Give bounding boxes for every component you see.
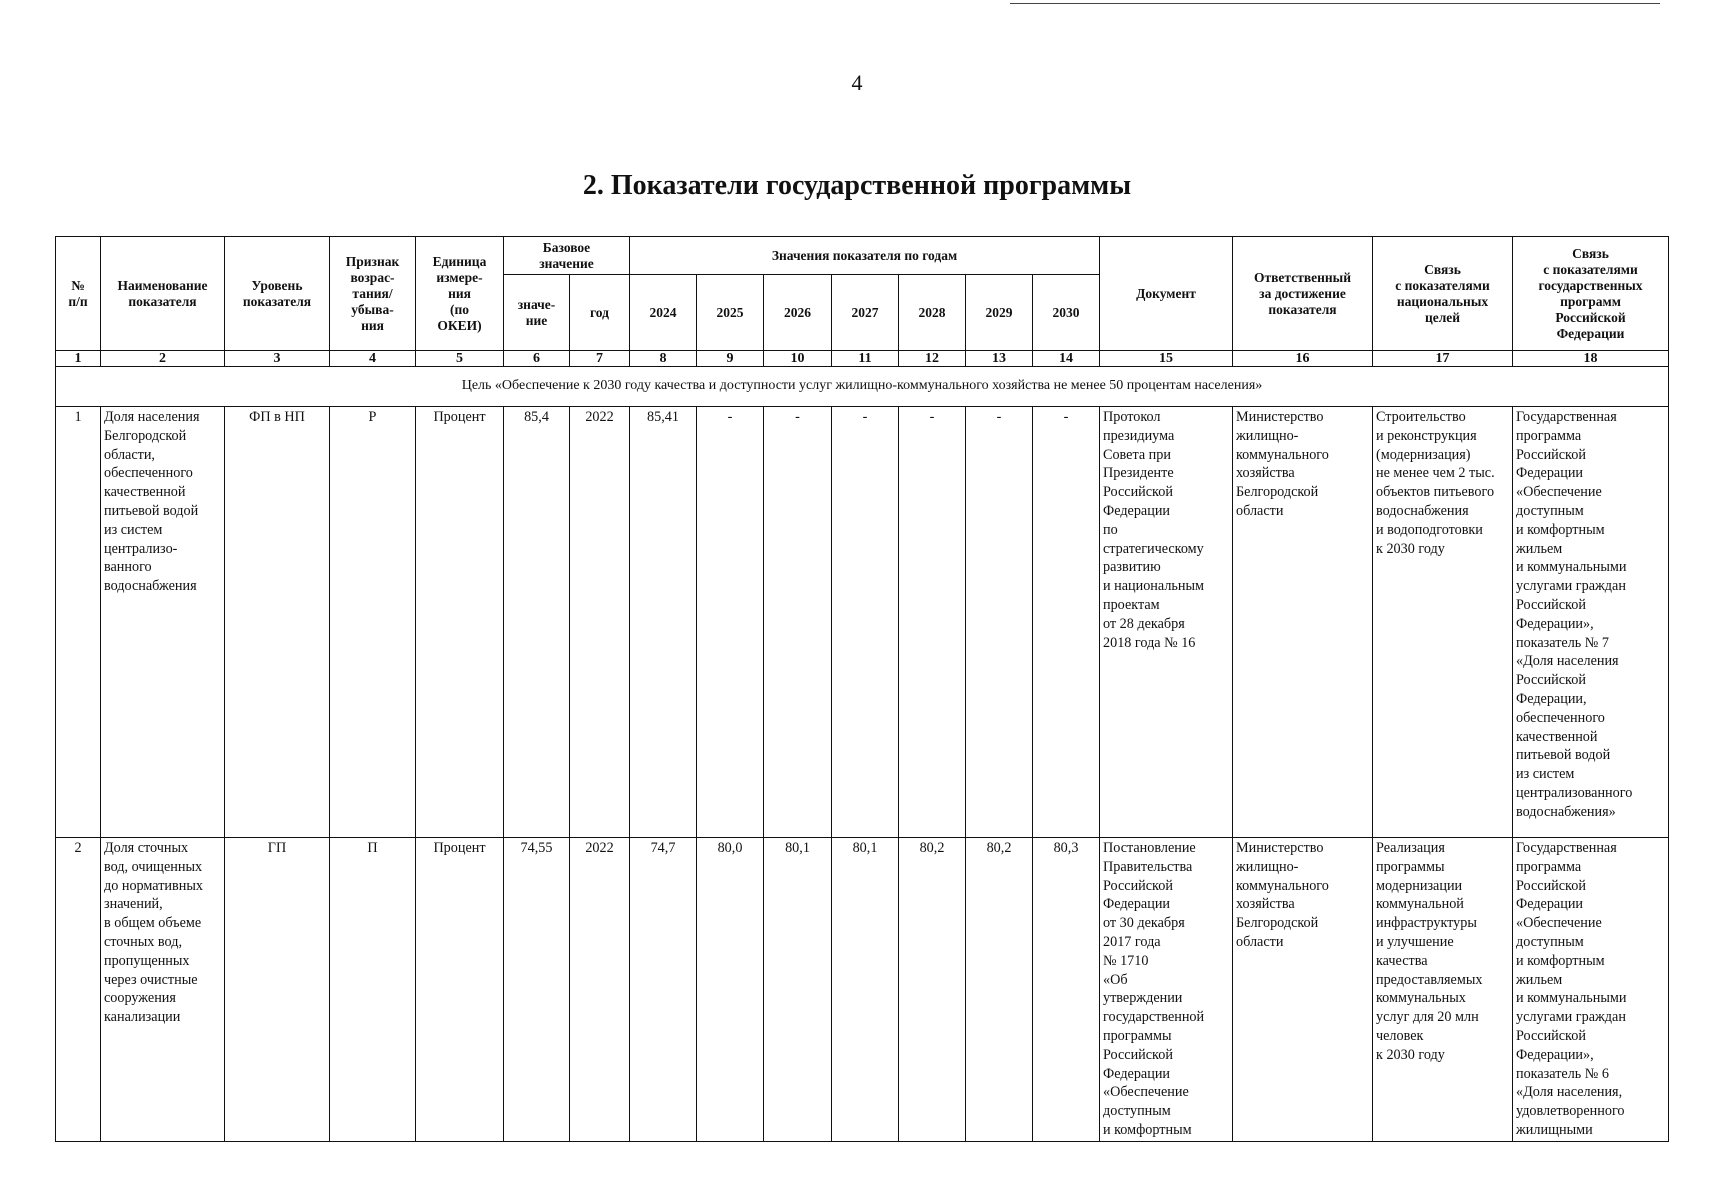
row-value-2024: 85,41 — [630, 407, 697, 838]
header-year: 2027 — [832, 275, 899, 351]
row-national-goals: Реализация программы модернизации коммунальной инфраструктуры и улучшение качества предоставляемых коммунальных услуг для 20 млн человек к 2030 году — [1373, 838, 1513, 1142]
row-document: Постановление Правительства Российской Федерации от 30 декабря 2017 года № 1710 «Об утверждении государственной программы Российской Федерации «Обеспечение доступным и комфортным — [1100, 838, 1233, 1142]
row-value-2028: - — [899, 407, 966, 838]
column-number: 2 — [101, 351, 225, 367]
row-value-2027: 80,1 — [832, 838, 899, 1142]
row-no: 2 — [56, 838, 101, 1142]
column-number: 9 — [697, 351, 764, 367]
row-sign: Р — [330, 407, 416, 838]
header-national-goals: Связь с показателями национальных целей — [1373, 237, 1513, 351]
row-sign: П — [330, 838, 416, 1142]
column-number: 8 — [630, 351, 697, 367]
header-year: 2024 — [630, 275, 697, 351]
row-value-2029: 80,2 — [966, 838, 1033, 1142]
row-name: Доля сточных вод, очищенных до нормативных значений, в общем объеме сточных вод, пропущенных через очистные сооружения канализации — [101, 838, 225, 1142]
column-number: 4 — [330, 351, 416, 367]
row-unit: Процент — [416, 407, 504, 838]
row-responsible: Министерство жилищно- коммунального хозяйства Белгородской области — [1233, 407, 1373, 838]
header-level: Уровень показателя — [225, 237, 330, 351]
column-numbers-row — [56, 351, 1669, 367]
column-number: 17 — [1373, 351, 1513, 367]
indicators-table-wrap — [55, 236, 1669, 1142]
row-value-2029: - — [966, 407, 1033, 838]
header-year: 2028 — [899, 275, 966, 351]
row-value-2030: 80,3 — [1033, 838, 1100, 1142]
header-unit: Единица измере- ния (по ОКЕИ) — [416, 237, 504, 351]
column-number: 5 — [416, 351, 504, 367]
column-number: 14 — [1033, 351, 1100, 367]
header-responsible: Ответственный за достижение показателя — [1233, 237, 1373, 351]
column-number: 12 — [899, 351, 966, 367]
header-state-programs: Связь с показателями государственных программ Российской Федерации — [1513, 237, 1669, 351]
column-number: 10 — [764, 351, 832, 367]
header-year: 2026 — [764, 275, 832, 351]
row-base-year: 2022 — [570, 838, 630, 1142]
row-level: ГП — [225, 838, 330, 1142]
column-number: 18 — [1513, 351, 1669, 367]
row-responsible: Министерство жилищно- коммунального хозяйства Белгородской области — [1233, 838, 1373, 1142]
header-sign: Признак возрас- тания/ убыва- ния — [330, 237, 416, 351]
row-national-goals: Строительство и реконструкция (модернизация) не менее чем 2 тыс. объектов питьевого водоснабжения и водоподготовки к 2030 году — [1373, 407, 1513, 838]
header-year: 2030 — [1033, 275, 1100, 351]
column-number: 6 — [504, 351, 570, 367]
row-value-2026: - — [764, 407, 832, 838]
page-title: 2. Показатели государственной программы — [582, 170, 1132, 201]
goal-row — [56, 367, 1669, 407]
column-number: 13 — [966, 351, 1033, 367]
table-row — [56, 838, 1669, 1142]
header-year: 2025 — [697, 275, 764, 351]
header-year: 2029 — [966, 275, 1033, 351]
row-document: Протокол президиума Совета при Президенте Российской Федерации по стратегическому развитию и национальным проектам от 28 декабря 2018 года № 16 — [1100, 407, 1233, 838]
header-row-1 — [56, 237, 1669, 275]
row-unit: Процент — [416, 838, 504, 1142]
row-value-2025: 80,0 — [697, 838, 764, 1142]
row-value-2024: 74,7 — [630, 838, 697, 1142]
column-number: 15 — [1100, 351, 1233, 367]
row-name: Доля населения Белгородской области, обеспеченного качественной питьевой водой из систем централизо- ванного водоснабжения — [101, 407, 225, 838]
row-value-2028: 80,2 — [899, 838, 966, 1142]
row-value-2027: - — [832, 407, 899, 838]
row-base-year: 2022 — [570, 407, 630, 838]
page-number: 4 — [851, 70, 863, 95]
row-base-value: 74,55 — [504, 838, 570, 1142]
row-no: 1 — [56, 407, 101, 838]
row-state-programs: Государственная программа Российской Федерации «Обеспечение доступным и комфортным жильем и коммунальными услугами граждан Российской Федерации», показатель № 6 «Доля населения, удовлетворенного жилищными — [1513, 838, 1669, 1142]
column-number: 16 — [1233, 351, 1373, 367]
row-value-2030: - — [1033, 407, 1100, 838]
column-number: 1 — [56, 351, 101, 367]
header-no: № п/п — [56, 237, 101, 351]
column-number: 7 — [570, 351, 630, 367]
goal-text: Цель «Обеспечение к 2030 году качества и доступности услуг жилищно-коммунального хозяйства не менее 50 процентам населения» — [56, 367, 1669, 407]
header-name: Наименование показателя — [101, 237, 225, 351]
row-base-value: 85,4 — [504, 407, 570, 838]
row-value-2026: 80,1 — [764, 838, 832, 1142]
row-state-programs: Государственная программа Российской Федерации «Обеспечение доступным и комфортным жильем и коммунальными услугами граждан Российской Федерации», показатель № 7 «Доля населения Российской Федерации, обеспеченного качественной питьевой водой из систем централизованного водоснабжения» — [1513, 407, 1669, 838]
header-base-year: год — [570, 275, 630, 351]
table-row — [56, 407, 1669, 838]
row-level: ФП в НП — [225, 407, 330, 838]
column-number: 3 — [225, 351, 330, 367]
row-value-2025: - — [697, 407, 764, 838]
indicators-table — [55, 236, 1669, 1142]
header-base: Базовое значение — [504, 237, 630, 275]
header-base-value: значе- ние — [504, 275, 570, 351]
top-rule — [1010, 3, 1660, 4]
header-values-by-year: Значения показателя по годам — [630, 237, 1100, 275]
header-document: Документ — [1100, 237, 1233, 351]
column-number: 11 — [832, 351, 899, 367]
